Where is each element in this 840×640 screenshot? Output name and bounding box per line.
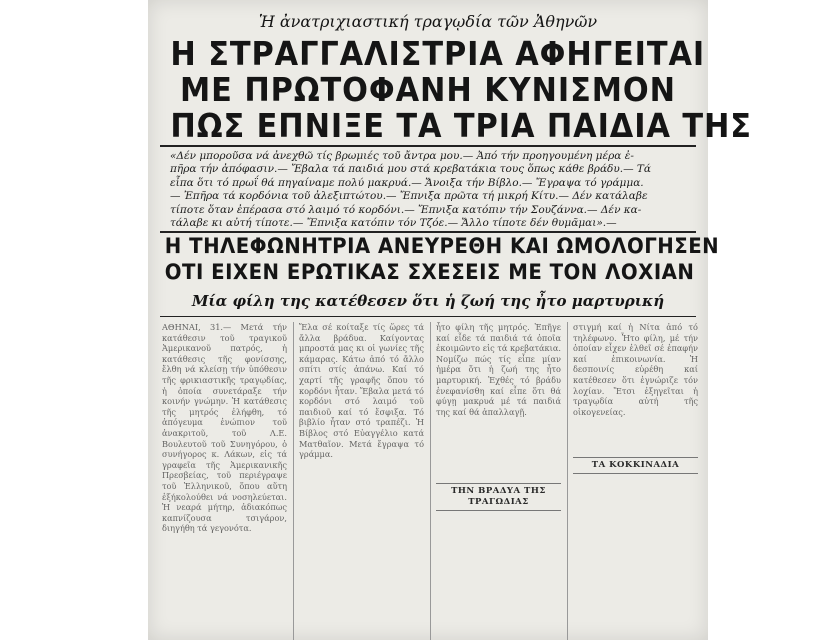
quote-line: τάλαβε κι αὐτή τίποτε.— Ἔπνιξα κατόπιν τόν Τζόε.— Ἄλλο τίποτε δέν θυμᾶμαι».—	[170, 217, 617, 230]
column-text: Ἔλα σέ κοίταξε τίς ὥρες τά ἄλλα βράδυα. Καίγοντας μπροστά μας κι οἱ γωνίες τῆς κάμαρας. Κάτω ἀπό τό ἄλλο σπίτι στίς ἀπάνω. Καί τό χαρτί τῆς γραφῆς ὅπου τό κορδόνι ἦταν. Ἔβαλα μετά τό κορδόνι στό λαιμό τοῦ παιδιοῦ καί τό ἔσφιξα. Τό βιβλίο ἦταν στό τραπέζι. Ἡ Βίβλος στό Εὐαγγέλιο κατά Ματθαῖον. Μετά ἔγραψα τό γράμμα.	[299, 322, 424, 460]
subheadline-line-2: ΟΤΙ ΕΙΧΕΝ ΕΡΩΤΙΚΑΣ ΣΧΕΣΕΙΣ ΜΕ ΤΟΝ ΛΟΧΙΑΝ	[164, 260, 695, 284]
divider	[160, 316, 696, 317]
column-3	[430, 322, 561, 640]
column-text: ἦτο φίλη τῆς μητρός. Ἐπῆγε καί εἶδε τά παιδιά τά ὁποῖα ἐκοιμῶντο εἰς τά κρεβατάκια. Νομίζω πώς τίς εἶπε μίαν ἡμέρα ὅτι ἡ ζωή της ἦτο μαρτυρική. Ἐχθές τό βράδυ ἐνεφανίσθη καί εἶπε ὅτι θά φύγῃ μακρυά μέ τά παιδιά της καί θά ἀπαλλαγῇ.	[436, 322, 561, 417]
confession-quote	[170, 150, 692, 230]
newspaper-page	[148, 0, 752, 640]
column-4	[567, 322, 698, 640]
headline-line-2: ΜΕ ΠΡΩΤΟΦΑΝΗ ΚΥΝΙΣΜΟΝ	[180, 70, 676, 109]
column-1	[162, 322, 287, 640]
divider	[160, 145, 696, 147]
quote-line: — Ἐπῆρα τά κορδόνια τοῦ ἀλεξιπτώτου.— Ἔπνιξα πρῶτα τή μικρή Κίτυ.— Δέν κατάλαβε	[170, 190, 648, 203]
deck: Μία φίλη της κατέθεσεν ὅτι ἡ ζωή της ἦτο μαρτυρική	[191, 292, 665, 310]
subheadline-line-1: Η ΤΗΛΕΦΩΝΗΤΡΙΑ ΑΝΕΥΡΕΘΗ ΚΑΙ ΩΜΟΛΟΓΗΣΕΝ	[164, 234, 720, 258]
quote-line: «Δέν μποροῦσα νά ἀνεχθῶ τίς βρωμιές τοῦ ἄντρα μου.— Ἀπό τήν προηγουμένη μέρα ἐ-	[170, 150, 634, 162]
divider	[160, 231, 696, 233]
headline-line-1: Η ΣΤΡΑΓΓΑΛΙΣΤΡΙΑ ΑΦΗΓΕΙΤΑΙ	[170, 34, 706, 73]
quote-line: τίποτε ὅταν ἐπέρασα στό λαιμό τό κορδόνι.— Ἔπνιξα κατόπιν τήν Σουζάννα.— Δέν κα-	[170, 203, 642, 216]
section-heading: ΤΗΝ ΒΡΑΔΥΑ ΤΗΣ ΤΡΑΓΩΔΙΑΣ	[436, 483, 561, 510]
column-text: στιγμή καί ἡ Νίτα ἀπό τό τηλέφωνο. Ἦτο φίλη, μέ τήν ὁποίαν εἶχεν ἐλθεῖ σέ ἐπαφήν καί ἐπικοινωνία. Ἡ δεσποινίς εὑρέθη καί κατέθεσεν ὅτι ἐγνώριζε τόν λοχίαν. Ἔτσι ἐξηγεῖται ἡ τραγῳδία αὐτή τῆς οἰκογενείας.	[573, 322, 698, 417]
quote-line: πῆρα τήν ἀπόφασιν.— Ἔβαλα τά παιδιά μου στά κρεβατάκια τους ὅπως κάθε βράδυ.— Τά	[170, 163, 652, 176]
quote-line: εἶπα ὅτι τό πρωΐ θά πηγαίναμε πολύ μακρυά.— Ἄνοιξα τήν Βίβλο.— Ἔγραψα τό γράμμα.	[170, 176, 644, 189]
column-text: ΑΘΗΝΑΙ, 31.— Μετά τήν κατάθεσιν τοῦ τραγικοῦ Ἀμερικανοῦ πατρός, ἡ κατάθεσις τῆς φονίσσης, ἔλθη νά κλείσῃ τήν ὑπόθεσιν τῆς φρικιαστικῆς τραγῳδίας, ἡ ὁποία συνετάραξε τήν κοινήν γνώμην. Ἡ κατάθεσις τῆς μητρός ἐλήφθη, τό ἀπόγευμα ἐνώπιον τοῦ ἀνακριτοῦ, τοῦ Λ.Ε. Βουλευτοῦ τοῦ Συνηγόρου, ὁ συνήγορος κ. Λάκων, εἰς τά γραφεῖα τῆς Ἀμερικανικῆς Πρεσβείας, τοῦ περιέγραψε τοῦ Ἑλληνικοῦ, ὅπου αὕτη ἐξήκολούθει νά νοσηλεύεται. Ἡ νεαρά μήτηρ, ἀδιακόπως καπνίζουσα τσιγάρον, διηγήθη τά γεγονότα.	[162, 322, 287, 534]
section-heading: ΤΑ ΚΟΚΚΙΝΑΔΙΑ	[573, 457, 698, 474]
kicker: Ἡ ἀνατριχιαστική τραγῳδία τῶν Ἀθηνῶν	[258, 12, 598, 31]
headline-line-3: ΠΩΣ ΕΠΝΙΞΕ ΤΑ ΤΡΙΑ ΠΑΙΔΙΑ ΤΗΣ	[170, 106, 752, 145]
column-2	[293, 322, 424, 640]
body-columns	[162, 322, 698, 640]
